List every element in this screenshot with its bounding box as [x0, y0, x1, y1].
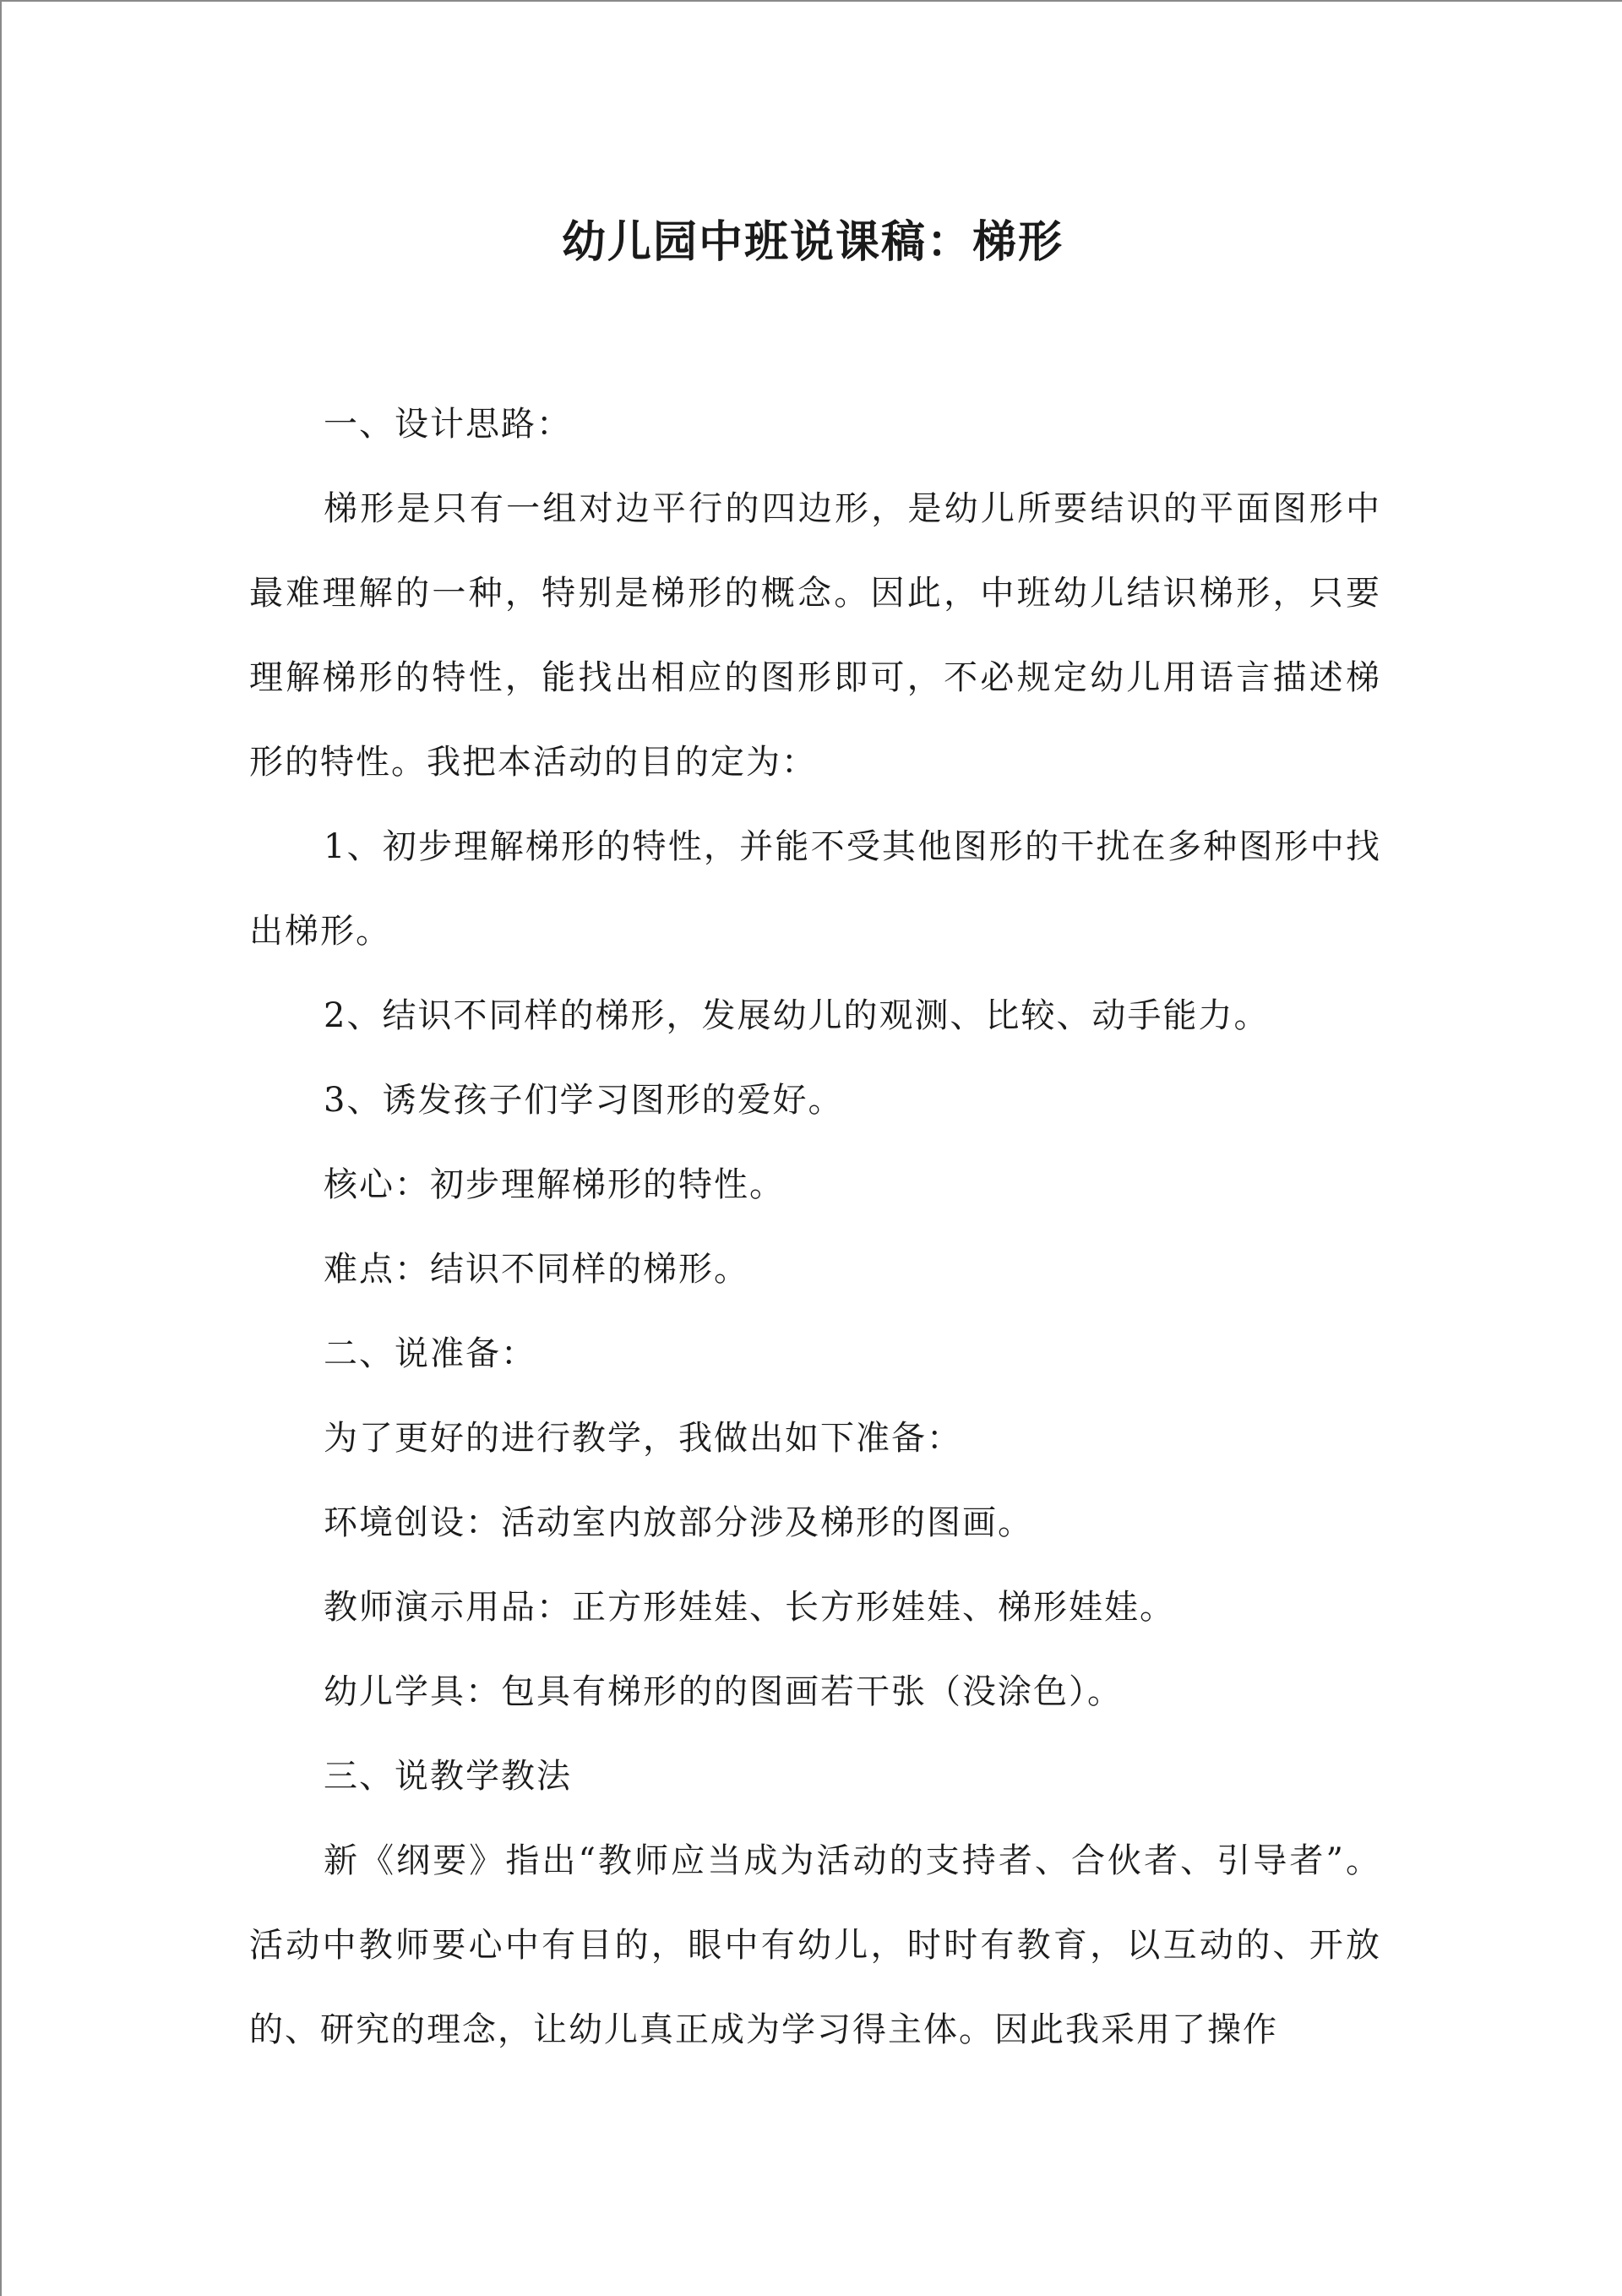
preparation-child-materials: 幼儿学具：包具有梯形的的图画若干张（没涂色）。 [324, 1672, 1123, 1711]
section-heading-design: 一、设计思路： [324, 405, 572, 444]
document-body [249, 382, 1381, 2072]
paragraph-design-intro: 梯形是只有一组对边平行的四边形，是幼儿所要结识的平面图形中最难理解的一种，特别是梯形的概念。因此，中班幼儿结识梯形，只要理解梯形的特性，能找出相应的图形即可，不必规定幼儿用语言描述梯形的特性。我把本活动的目的定为： [249, 489, 1381, 782]
preparation-environment: 环境创设：活动室内放部分涉及梯形的图画。 [324, 1503, 1033, 1542]
preparation-teacher-materials: 教师演示用品：正方形娃娃、长方形娃娃、梯形娃娃。 [324, 1588, 1175, 1627]
section-heading-preparation: 二、说准备： [324, 1334, 536, 1373]
goal-item-3: 3、诱发孩子们学习图形的爱好。 [324, 1081, 844, 1120]
document-title: 幼儿园中班说课稿：梯形 [561, 216, 1064, 268]
section-heading-methods: 三、说教学教法 [324, 1757, 572, 1796]
goal-item-2: 2、结识不同样的梯形，发展幼儿的观测、比较、动手能力。 [324, 996, 1270, 1035]
goal-item-1: 1、初步理解梯形的特性，并能不受其他图形的干扰在多种图形中找出梯形。 [249, 827, 1381, 951]
paragraph-preparation-intro: 为了更好的进行教学，我做出如下准备： [324, 1419, 962, 1458]
difficult-point: 难点：结识不同样的梯形。 [324, 1250, 749, 1289]
paragraph-methods: 新《纲要》指出“教师应当成为活动的支持者、合伙者、引导者”。活动中教师要心中有目的，眼中有幼儿，时时有教育，以互动的、开放的、研究的理念，让幼儿真正成为学习得主体。因此我采用了操作 [249, 1841, 1381, 2049]
key-point: 核心：初步理解梯形的特性。 [324, 1165, 785, 1204]
